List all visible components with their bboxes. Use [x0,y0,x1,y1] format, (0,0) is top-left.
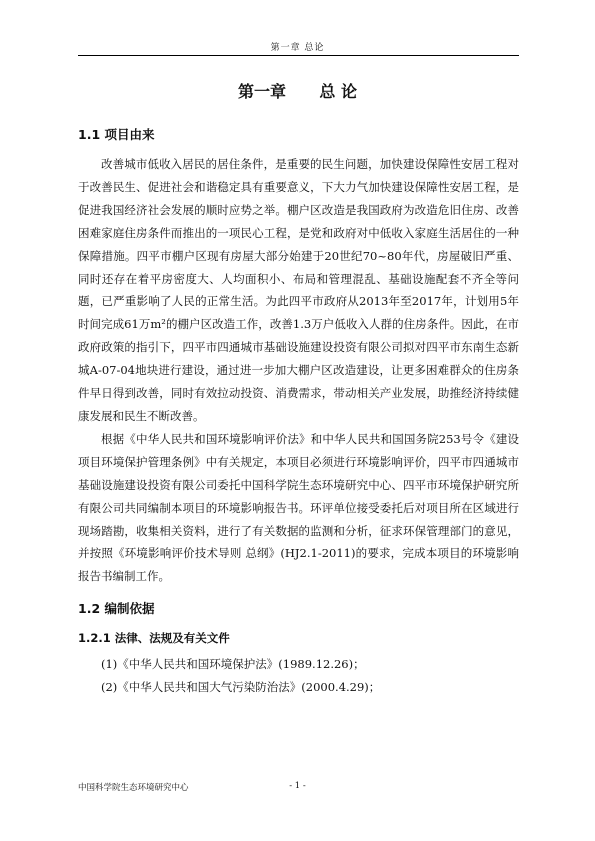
paragraph-project-origin: 改善城市低收入居民的居住条件，是重要的民生问题，加快建设保障性安居工程对于改善民生、促进社会和谐稳定具有重要意义，下大力气加快建设保障性安居工程，是促进我国经济社会发展的顺时应势之举。棚户区改造是我国政府为改造危旧住房、改善困难家庭住房条件而推出的一项民心工程，是党和政府对中低收入家庭生活居住的一种保障措施。四平市棚户区现有房屋大部分始建于20世纪70~80年代，房屋破旧严重、同时还存在着平房密度大、人均面积小、布局和管理混乱、基础设施配套不齐全等问题，已严重影响了人民的正常生活。为此四平市政府从2013年至2017年，计划用5年时间完成61万m²的棚户区改造工作，改善1.3万户低收入人群的住房条件。因此，在市政府政策的指引下，四平市四通城市基础设施建设投资有限公司拟对四平市东南生态新城A-07-04地块进行建设，通过进一步加大棚户区改造建设，让更多困难群众的住房条件早日得到改善，同时有效拉动投资、消费需求，带动相关产业发展，助推经济持续健康发展和民生不断改善。 [78,157,519,423]
page-body [78,124,519,699]
section-heading-1-2: 1.2 编制依据 [78,601,155,617]
footer-organization: 中国科学院生态环境研究中心 [78,783,189,793]
paragraph-eia-basis: 根据《中华人民共和国环境影响评价法》和中华人民共和国国务院253号令《建设项目环境保护管理条例》中有关规定，本项目必须进行环境影响评价，四平市四通城市基础设施建设投资有限公司委托中国科学院生态环境研究中心、四平市环境保护研究所有限公司共同编制本项目的环境影响报告书。环评单位接受委托后对项目所在区域进行现场踏勘，收集相关资料，进行了有关数据的监测和分析，征求环保管理部门的意见，并按照《环境影响评价技术导则 总纲》(HJ2.1-2011)的要求，完成本项目的环境影响报告书编制工作。 [78,431,519,584]
section-heading-1-1: 1.1 项目由来 [78,127,155,142]
reference-list [78,653,519,699]
list-item: (1)《中华人民共和国环境保护法》(1989.12.26)； [101,657,365,672]
subsection-heading-1-2-1: 1.2.1 法律、法规及有关文件 [78,631,230,646]
page-number: - 1 - [289,781,306,791]
running-header: 第一章 总论 [270,43,325,53]
chapter-title: 第一章 总 论 [238,82,357,101]
header-divider [78,55,519,56]
list-item: (2)《中华人民共和国大气污染防治法》(2000.4.29)； [101,680,381,695]
